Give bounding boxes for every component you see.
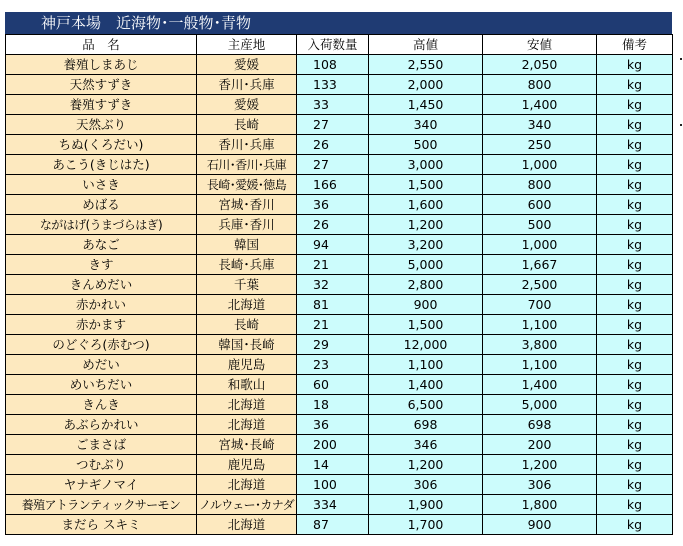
cell-origin: 宮城･香川 — [197, 195, 297, 215]
table-row — [6, 95, 673, 115]
cell-name: ながはげ(うまづらはぎ) — [6, 215, 197, 235]
cell-origin: 韓国･長崎 — [197, 335, 297, 355]
cell-qty: 36 — [297, 415, 369, 435]
cell-low: 1,000 — [483, 235, 597, 255]
cell-origin: 千葉 — [197, 275, 297, 295]
table-row — [6, 135, 673, 155]
cell-qty: 81 — [297, 295, 369, 315]
cell-qty: 27 — [297, 155, 369, 175]
cell-origin: 北海道 — [197, 475, 297, 495]
table-body — [6, 55, 673, 535]
cell-high: 3,200 — [369, 235, 483, 255]
cell-low: 1,100 — [483, 355, 597, 375]
table-row — [6, 315, 673, 335]
cell-origin: 長崎 — [197, 115, 297, 135]
cell-low: 600 — [483, 195, 597, 215]
table-row — [6, 475, 673, 495]
cell-unit: kg — [597, 275, 673, 295]
cell-origin: 長崎 — [197, 315, 297, 335]
cell-high: 1,500 — [369, 315, 483, 335]
cell-qty: 108 — [297, 55, 369, 75]
cell-unit: kg — [597, 315, 673, 335]
cell-qty: 200 — [297, 435, 369, 455]
cell-high: 2,000 — [369, 75, 483, 95]
cell-low: 2,050 — [483, 55, 597, 75]
cell-name: 養殖アトランティックサーモン — [6, 495, 197, 515]
cell-origin: 鹿児島 — [197, 355, 297, 375]
cell-name: めいちだい — [6, 375, 197, 395]
cell-origin: 和歌山 — [197, 375, 297, 395]
cell-high: 1,900 — [369, 495, 483, 515]
cell-low: 1,400 — [483, 375, 597, 395]
cell-name: あこう(きじはた) — [6, 155, 197, 175]
table-row — [6, 175, 673, 195]
cell-qty: 166 — [297, 175, 369, 195]
cell-unit: kg — [597, 475, 673, 495]
cell-high: 3,000 — [369, 155, 483, 175]
cell-name: 赤かれい — [6, 295, 197, 315]
edge-mark-2 — [680, 124, 682, 126]
cell-high: 306 — [369, 475, 483, 495]
cell-low: 800 — [483, 75, 597, 95]
cell-name: のどぐろ(赤むつ) — [6, 335, 197, 355]
header-qty: 入荷数量 — [297, 35, 369, 55]
cell-qty: 33 — [297, 95, 369, 115]
table-row — [6, 55, 673, 75]
cell-high: 1,200 — [369, 455, 483, 475]
cell-qty: 29 — [297, 335, 369, 355]
cell-low: 800 — [483, 175, 597, 195]
cell-qty: 32 — [297, 275, 369, 295]
cell-unit: kg — [597, 195, 673, 215]
cell-origin: 北海道 — [197, 415, 297, 435]
cell-unit: kg — [597, 95, 673, 115]
cell-unit: kg — [597, 175, 673, 195]
header-high: 高値 — [369, 35, 483, 55]
cell-origin: 愛媛 — [197, 95, 297, 115]
cell-low: 340 — [483, 115, 597, 135]
cell-high: 1,450 — [369, 95, 483, 115]
header-name: 品 名 — [6, 35, 197, 55]
cell-origin: 鹿児島 — [197, 455, 297, 475]
table-row — [6, 235, 673, 255]
cell-unit: kg — [597, 495, 673, 515]
header-low: 安値 — [483, 35, 597, 55]
cell-name: きんき — [6, 395, 197, 415]
cell-low: 2,500 — [483, 275, 597, 295]
cell-unit: kg — [597, 375, 673, 395]
cell-name: ごまさば — [6, 435, 197, 455]
cell-origin: 香川･兵庫 — [197, 75, 297, 95]
cell-unit: kg — [597, 435, 673, 455]
cell-origin: 北海道 — [197, 515, 297, 535]
cell-name: ヤナギノマイ — [6, 475, 197, 495]
table-row — [6, 275, 673, 295]
cell-high: 12,000 — [369, 335, 483, 355]
cell-low: 5,000 — [483, 395, 597, 415]
cell-qty: 100 — [297, 475, 369, 495]
table-row — [6, 115, 673, 135]
cell-name: めばる — [6, 195, 197, 215]
cell-high: 1,400 — [369, 375, 483, 395]
cell-unit: kg — [597, 135, 673, 155]
cell-name: めだい — [6, 355, 197, 375]
price-table — [5, 34, 673, 535]
cell-unit: kg — [597, 75, 673, 95]
cell-low: 1,000 — [483, 155, 597, 175]
cell-low: 1,100 — [483, 315, 597, 335]
cell-unit: kg — [597, 515, 673, 535]
cell-high: 346 — [369, 435, 483, 455]
cell-origin: 兵庫･香川 — [197, 215, 297, 235]
cell-origin: 韓国 — [197, 235, 297, 255]
cell-name: つむぶり — [6, 455, 197, 475]
cell-origin: 北海道 — [197, 395, 297, 415]
cell-origin: 愛媛 — [197, 55, 297, 75]
cell-low: 1,200 — [483, 455, 597, 475]
cell-unit: kg — [597, 415, 673, 435]
cell-name: 天然すずき — [6, 75, 197, 95]
cell-low: 500 — [483, 215, 597, 235]
cell-name: 養殖すずき — [6, 95, 197, 115]
cell-low: 698 — [483, 415, 597, 435]
cell-name: 赤かます — [6, 315, 197, 335]
cell-high: 1,200 — [369, 215, 483, 235]
price-sheet — [5, 12, 672, 535]
cell-unit: kg — [597, 115, 673, 135]
cell-unit: kg — [597, 255, 673, 275]
cell-origin: 香川･兵庫 — [197, 135, 297, 155]
cell-unit: kg — [597, 335, 673, 355]
cell-high: 2,800 — [369, 275, 483, 295]
cell-qty: 18 — [297, 395, 369, 415]
cell-unit: kg — [597, 155, 673, 175]
cell-unit: kg — [597, 395, 673, 415]
table-row — [6, 195, 673, 215]
cell-origin: ノルウェー･カナダ — [197, 495, 297, 515]
table-row — [6, 355, 673, 375]
cell-name: きす — [6, 255, 197, 275]
cell-low: 1,400 — [483, 95, 597, 115]
table-row — [6, 435, 673, 455]
table-row — [6, 295, 673, 315]
cell-low: 1,800 — [483, 495, 597, 515]
table-row — [6, 415, 673, 435]
cell-qty: 21 — [297, 315, 369, 335]
cell-qty: 94 — [297, 235, 369, 255]
cell-high: 1,500 — [369, 175, 483, 195]
table-row — [6, 75, 673, 95]
cell-low: 250 — [483, 135, 597, 155]
table-row — [6, 155, 673, 175]
cell-low: 200 — [483, 435, 597, 455]
cell-unit: kg — [597, 455, 673, 475]
cell-unit: kg — [597, 215, 673, 235]
cell-low: 900 — [483, 515, 597, 535]
cell-high: 900 — [369, 295, 483, 315]
cell-high: 340 — [369, 115, 483, 135]
cell-unit: kg — [597, 55, 673, 75]
cell-high: 1,100 — [369, 355, 483, 375]
cell-qty: 334 — [297, 495, 369, 515]
cell-high: 2,550 — [369, 55, 483, 75]
table-row — [6, 335, 673, 355]
header-row — [6, 35, 673, 55]
cell-qty: 36 — [297, 195, 369, 215]
cell-name: まだら スキミ — [6, 515, 197, 535]
cell-name: あぶらかれい — [6, 415, 197, 435]
cell-unit: kg — [597, 355, 673, 375]
cell-name: きんめだい — [6, 275, 197, 295]
cell-high: 500 — [369, 135, 483, 155]
sheet-title: 神戸本場 近海物･一般物･青物 — [5, 12, 672, 34]
cell-qty: 23 — [297, 355, 369, 375]
cell-high: 698 — [369, 415, 483, 435]
table-row — [6, 215, 673, 235]
table-row — [6, 455, 673, 475]
cell-low: 306 — [483, 475, 597, 495]
cell-high: 1,700 — [369, 515, 483, 535]
table-row — [6, 395, 673, 415]
edge-mark-1 — [680, 58, 682, 60]
cell-qty: 26 — [297, 135, 369, 155]
table-row — [6, 515, 673, 535]
cell-name: ちぬ(くろだい) — [6, 135, 197, 155]
table-row — [6, 375, 673, 395]
cell-origin: 石川･香川･兵庫 — [197, 155, 297, 175]
header-unit: 備考 — [597, 35, 673, 55]
cell-qty: 27 — [297, 115, 369, 135]
cell-unit: kg — [597, 235, 673, 255]
cell-high: 1,600 — [369, 195, 483, 215]
cell-unit: kg — [597, 295, 673, 315]
cell-qty: 60 — [297, 375, 369, 395]
cell-name: いさき — [6, 175, 197, 195]
cell-origin: 宮城･長崎 — [197, 435, 297, 455]
cell-high: 6,500 — [369, 395, 483, 415]
cell-qty: 87 — [297, 515, 369, 535]
cell-origin: 長崎･兵庫 — [197, 255, 297, 275]
cell-qty: 26 — [297, 215, 369, 235]
cell-qty: 133 — [297, 75, 369, 95]
cell-origin: 北海道 — [197, 295, 297, 315]
cell-high: 5,000 — [369, 255, 483, 275]
table-row — [6, 495, 673, 515]
cell-low: 3,800 — [483, 335, 597, 355]
table-row — [6, 255, 673, 275]
cell-low: 1,667 — [483, 255, 597, 275]
cell-name: あなご — [6, 235, 197, 255]
cell-qty: 21 — [297, 255, 369, 275]
header-origin: 主産地 — [197, 35, 297, 55]
cell-origin: 長崎･愛媛･徳島 — [197, 175, 297, 195]
cell-name: 天然ぶり — [6, 115, 197, 135]
cell-qty: 14 — [297, 455, 369, 475]
cell-name: 養殖しまあじ — [6, 55, 197, 75]
cell-low: 700 — [483, 295, 597, 315]
